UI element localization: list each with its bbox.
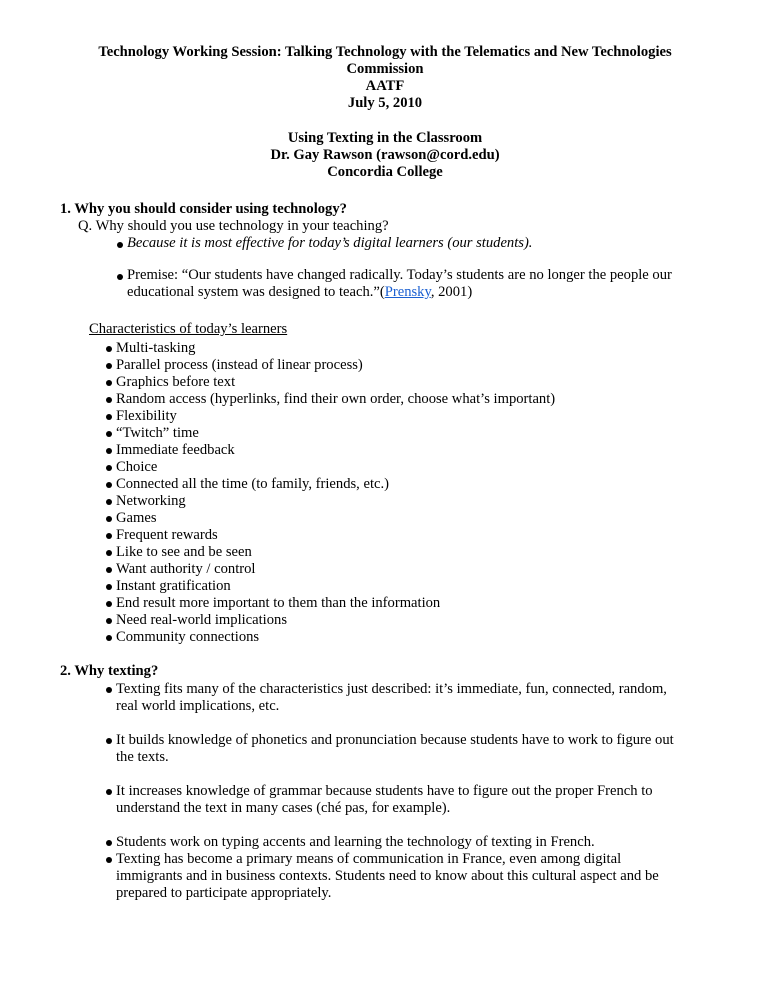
bullet-icon xyxy=(106,516,112,522)
premise-line2 xyxy=(127,284,472,301)
prensky-link[interactable]: Prensky xyxy=(384,284,431,300)
bullet-icon xyxy=(106,431,112,437)
bullet-icon xyxy=(106,857,112,863)
characteristic-item: Instant gratification xyxy=(116,578,231,594)
header-title-line2: Commission xyxy=(346,61,424,77)
bullet-icon xyxy=(106,840,112,846)
texting-reason-line: It builds knowledge of phonetics and pronunciation because students have to work to figure out xyxy=(116,732,674,748)
characteristic-item: Frequent rewards xyxy=(116,527,218,543)
bullet-icon xyxy=(106,584,112,590)
bullet-icon xyxy=(106,363,112,369)
section1-answer: Because it is most effective for today’s digital learners (our students). xyxy=(127,235,533,251)
texting-reason-line: Students work on typing accents and learning the technology of texting in French. xyxy=(116,834,595,850)
bullet-icon xyxy=(106,465,112,471)
bullet-icon xyxy=(106,635,112,641)
characteristic-item: Graphics before text xyxy=(116,374,236,390)
session-title: Using Texting in the Classroom xyxy=(287,130,483,146)
characteristic-item: Random access (hyperlinks, find their own order, choose what’s important) xyxy=(116,391,556,407)
document-header xyxy=(60,44,710,112)
bullet-icon xyxy=(106,687,112,693)
characteristic-item: Games xyxy=(116,510,157,526)
characteristic-item: Immediate feedback xyxy=(116,442,235,458)
session-presenter: Dr. Gay Rawson (rawson@cord.edu) xyxy=(270,147,500,163)
bullet-icon xyxy=(106,380,112,386)
texting-reason-line: immigrants and in business contexts. Students need to know about this cultural aspect and be xyxy=(116,868,659,884)
bullet-icon xyxy=(106,448,112,454)
bullet-icon xyxy=(106,499,112,505)
bullet-icon xyxy=(106,414,112,420)
characteristic-item: Need real-world implications xyxy=(116,612,288,628)
bullet-icon xyxy=(106,789,112,795)
characteristic-item: Networking xyxy=(116,493,186,509)
session-institution: Concordia College xyxy=(327,164,443,180)
section1-heading: 1. Why you should consider using technology? xyxy=(60,201,347,217)
characteristic-item: Want authority / control xyxy=(116,561,256,577)
premise-text-after: , 2001) xyxy=(430,284,473,300)
section1-question: Q. Why should you use technology in your teaching? xyxy=(78,218,389,234)
premise-line1: Premise: “Our students have changed radically. Today’s students are no longer the people our xyxy=(127,267,672,283)
bullet-icon xyxy=(106,601,112,607)
bullet-icon xyxy=(106,738,112,744)
header-org: AATF xyxy=(365,78,405,94)
bullet-icon xyxy=(106,397,112,403)
texting-reason-line: prepared to participate appropriately. xyxy=(116,885,332,901)
header-title-line1: Technology Working Session: Talking Technology with the Telematics and New Technologies xyxy=(98,44,672,60)
bullet-icon xyxy=(117,274,123,280)
bullet-icon xyxy=(106,346,112,352)
bullet-icon xyxy=(106,618,112,624)
session-info xyxy=(60,130,710,181)
characteristic-item: Choice xyxy=(116,459,158,475)
texting-reason-line: the texts. xyxy=(116,749,169,765)
characteristic-item: Parallel process (instead of linear process) xyxy=(116,357,363,373)
premise-text-before: educational system was designed to teach.”( xyxy=(127,284,385,300)
bullet-icon xyxy=(117,242,123,248)
characteristic-item: “Twitch” time xyxy=(116,425,199,441)
texting-reason-line: Texting has become a primary means of communication in France, even among digital xyxy=(116,851,622,867)
bullet-icon xyxy=(106,482,112,488)
header-date: July 5, 2010 xyxy=(347,95,423,111)
characteristic-item: Like to see and be seen xyxy=(116,544,252,560)
characteristic-item: Connected all the time (to family, friends, etc.) xyxy=(116,476,389,492)
characteristic-item: Flexibility xyxy=(116,408,177,424)
characteristic-item: Multi-tasking xyxy=(116,340,196,356)
texting-reason-line: It increases knowledge of grammar because students have to figure out the proper French to xyxy=(116,783,653,799)
bullet-icon xyxy=(106,567,112,573)
characteristic-item: Community connections xyxy=(116,629,260,645)
texting-reason-line: real world implications, etc. xyxy=(116,698,280,714)
bullet-icon xyxy=(106,533,112,539)
characteristic-item: End result more important to them than the information xyxy=(116,595,441,611)
bullet-icon xyxy=(106,550,112,556)
texting-reason-line: Texting fits many of the characteristics just described: it’s immediate, fun, connected, random, xyxy=(116,681,667,697)
characteristics-heading: Characteristics of today’s learners xyxy=(89,321,288,337)
section2-heading: 2. Why texting? xyxy=(60,663,159,679)
texting-reason-line: understand the text in many cases (ché pas, for example). xyxy=(116,800,451,816)
